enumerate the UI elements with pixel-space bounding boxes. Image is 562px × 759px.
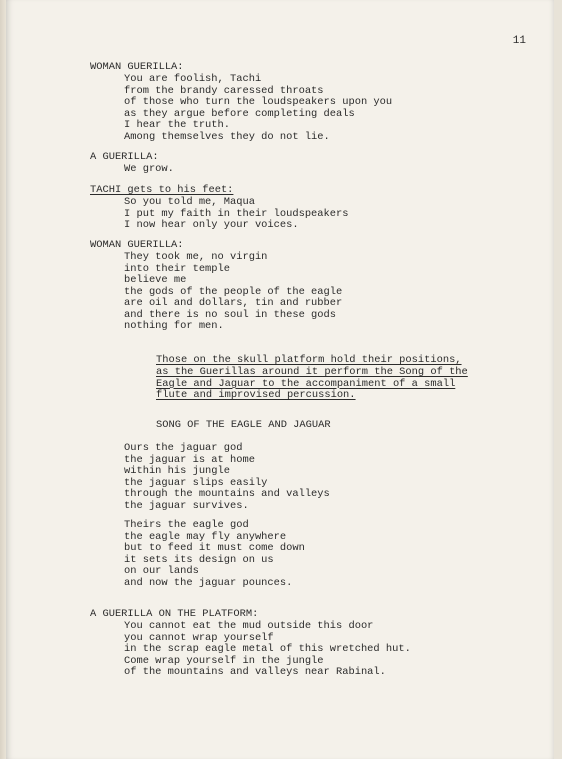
dialogue-line: of the mountains and valleys near Rabinal.: [124, 666, 386, 678]
song-line: it sets its design on us: [124, 553, 274, 566]
song-line: Theirs the eagle god: [124, 519, 249, 531]
speaker-woman-guerilla-2: WOMAN GUERILLA:: [90, 239, 184, 251]
dialogue-line: You cannot eat the mud outside this door: [124, 620, 374, 632]
page-number: 11: [512, 35, 526, 47]
dialogue-line: in the scrap eagle metal of this wretched hut.: [124, 643, 411, 655]
song-line: the jaguar survives.: [124, 499, 249, 512]
dialogue-line: Come wrap yourself in the jungle: [124, 654, 324, 667]
song-line: but to feed it must come down: [124, 542, 305, 554]
stage-direction-line: as the Guerillas around it perform the Song of the: [156, 365, 468, 378]
speaker-guerilla-on-platform: A GUERILLA ON THE PLATFORM:: [90, 608, 259, 620]
speaker-woman-guerilla-1: WOMAN GUERILLA:: [90, 61, 184, 73]
dialogue-line: nothing for men.: [124, 320, 224, 332]
stage-direction-line: Eagle and Jaguar to the accompaniment of a small: [156, 377, 456, 390]
song-line: and now the jaguar pounces.: [124, 576, 293, 589]
dialogue-line: and there is no soul in these gods: [124, 308, 337, 321]
dialogue-line: as they argue before completing deals: [124, 107, 355, 120]
song-line: within his jungle: [124, 465, 231, 477]
dialogue-line: We grow.: [124, 163, 174, 175]
dialogue-line: I put my faith in their loudspeakers: [124, 207, 349, 220]
speaker-tachi: TACHI gets to his feet:: [90, 184, 234, 196]
dialogue-line: of those who turn the loudspeakers upon you: [124, 96, 393, 108]
dialogue-line: Among themselves they do not lie.: [124, 130, 330, 143]
dialogue-line: They took me, no virgin: [124, 251, 268, 263]
song-line: Ours the jaguar god: [124, 442, 243, 454]
dialogue-line: I now hear only your voices.: [124, 219, 299, 231]
stage-direction-line: Those on the skull platform hold their positions,: [156, 354, 462, 366]
stage-direction: [156, 355, 496, 402]
dialogue-line: believe me: [124, 274, 187, 286]
song-line: on our lands: [124, 565, 199, 577]
dialogue-line: I hear the truth.: [124, 119, 231, 131]
dialogue-line: into their temple: [124, 262, 231, 275]
song-line: the jaguar slips easily: [124, 476, 268, 489]
dialogue-line: So you told me, Maqua: [124, 196, 255, 208]
document-page: [6, 0, 554, 759]
stage-direction-line: flute and improvised percussion.: [156, 389, 356, 402]
speaker-a-guerilla: A GUERILLA:: [90, 151, 159, 163]
dialogue-line: you cannot wrap yourself: [124, 631, 274, 644]
dialogue-line: the gods of the people of the eagle: [124, 285, 343, 298]
song-title: SONG OF THE EAGLE AND JAGUAR: [156, 419, 331, 431]
dialogue-line: are oil and dollars, tin and rubber: [124, 297, 343, 309]
song-line: the jaguar is at home: [124, 453, 255, 466]
song-line: through the mountains and valleys: [124, 488, 330, 500]
dialogue-line: from the brandy caressed throats: [124, 84, 324, 97]
dialogue-line: You are foolish, Tachi: [124, 73, 262, 85]
song-line: the eagle may fly anywhere: [124, 530, 287, 543]
